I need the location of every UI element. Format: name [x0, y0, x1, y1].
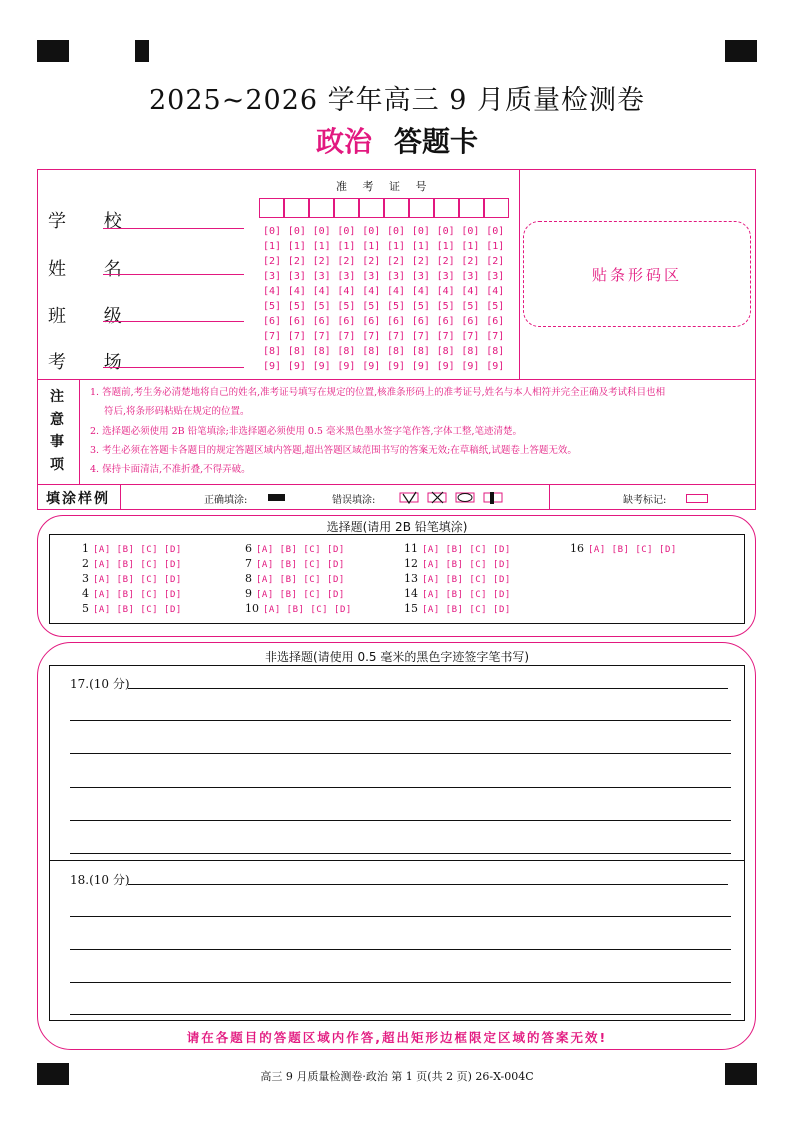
timing-mark-top-middle — [135, 40, 149, 62]
ticket-digit-bubble[interactable]: [2] — [486, 256, 505, 267]
ticket-digit-bubble[interactable]: [4] — [387, 286, 406, 297]
ticket-digit-bubble[interactable]: [7] — [486, 331, 505, 342]
question-number: 4 — [82, 587, 89, 600]
answer-options[interactable]: [A] [B] [C] [D] — [422, 605, 511, 615]
circle-mark-icon — [458, 494, 472, 502]
ticket-digit-bubble[interactable]: [5] — [387, 301, 406, 312]
question-number: 11 — [404, 542, 418, 555]
ticket-digit-bubble[interactable]: [0] — [362, 226, 381, 237]
ticket-header: 准 考 证 号 — [336, 180, 433, 193]
choice-question — [82, 602, 182, 615]
page-title: 2025~2026 学年高三 9 月质量检测卷 — [149, 85, 645, 116]
ticket-digit-bubble[interactable]: [8] — [387, 346, 406, 357]
ticket-digit-bubble[interactable]: [2] — [263, 256, 282, 267]
question-number: 2 — [82, 557, 89, 570]
answer-line[interactable] — [70, 820, 731, 821]
question-number: 5 — [82, 602, 89, 615]
answer-line[interactable] — [70, 949, 731, 950]
ticket-digit-bubble[interactable]: [8] — [312, 346, 331, 357]
ticket-digit-bubble[interactable]: [2] — [461, 256, 480, 267]
choice-question — [404, 542, 511, 555]
ticket-digit-bubble[interactable]: [0] — [287, 226, 306, 237]
ticket-digit-bubble[interactable]: [7] — [263, 331, 282, 342]
notice-char: 注 — [50, 389, 64, 405]
question-number: 8 — [245, 572, 252, 585]
ticket-digit-bubble[interactable]: [9] — [362, 361, 381, 372]
name-field[interactable] — [103, 258, 244, 275]
ticket-cell[interactable] — [284, 198, 309, 218]
ticket-digit-bubble[interactable]: [4] — [436, 286, 455, 297]
info-divider-h1 — [37, 379, 756, 380]
question-number: 14 — [404, 587, 418, 600]
sample-label: 填涂样例 — [46, 491, 110, 507]
ticket-digit-bubble[interactable]: [8] — [337, 346, 356, 357]
answer-line[interactable] — [70, 787, 731, 788]
ticket-digit-bubble[interactable]: [4] — [287, 286, 306, 297]
ticket-cell[interactable] — [334, 198, 359, 218]
bar-mark-icon — [490, 492, 494, 504]
question-number: 16 — [570, 542, 584, 555]
page-footer: 高三 9 月质量检测卷·政治 第 1 页(共 2 页) 26-X-004C — [260, 1070, 534, 1083]
question-number: 3 — [82, 572, 89, 585]
ticket-digit-bubble[interactable]: [6] — [362, 316, 381, 327]
ticket-digit-bubble[interactable]: [8] — [486, 346, 505, 357]
ticket-digit-bubble[interactable]: [1] — [287, 241, 306, 252]
ticket-digit-bubble[interactable]: [0] — [411, 226, 430, 237]
school-label: 学 校 — [48, 211, 138, 232]
subject-label: 政治 — [315, 125, 372, 158]
ticket-digit-bubble[interactable]: [3] — [312, 271, 331, 282]
ticket-digit-bubble[interactable]: [1] — [486, 241, 505, 252]
answer-options[interactable]: [A] [B] [C] [D] — [422, 545, 511, 555]
class-label: 班 级 — [48, 306, 138, 327]
ticket-digit-bubble[interactable]: [4] — [486, 286, 505, 297]
ticket-digit-bubble[interactable]: [2] — [387, 256, 406, 267]
ticket-digit-bubble[interactable]: [4] — [362, 286, 381, 297]
ticket-digit-bubble[interactable]: [7] — [337, 331, 356, 342]
choice-title: 选择题(请用 2B 铅笔填涂) — [326, 520, 468, 534]
ticket-digit-bubble[interactable]: [9] — [337, 361, 356, 372]
ticket-digit-bubble[interactable]: [8] — [436, 346, 455, 357]
ticket-digit-bubble[interactable]: [9] — [411, 361, 430, 372]
question-number: 12 — [404, 557, 418, 570]
ticket-digit-bubble[interactable]: [6] — [263, 316, 282, 327]
barcode-label: 贴条形码区 — [591, 266, 682, 284]
notice-char: 意 — [50, 411, 64, 428]
answer-options[interactable]: [A] [B] [C] [D] — [263, 605, 352, 615]
question-number: 9 — [245, 587, 252, 600]
answer-options[interactable]: [A] [B] [C] [D] — [256, 590, 345, 600]
ticket-digit-bubble[interactable]: [0] — [387, 226, 406, 237]
nonchoice-title: 非选择题(请使用 0.5 毫米的黑色字迹签字笔书写) — [264, 650, 530, 664]
answer-options[interactable]: [A] [B] [C] [D] — [93, 545, 182, 555]
ticket-digit-bubble[interactable]: [9] — [263, 361, 282, 372]
wrong-sample-circle — [456, 493, 474, 502]
question-17-label: 17.(10 分) — [70, 677, 130, 691]
ticket-digit-bubble[interactable]: [0] — [486, 226, 505, 237]
answer-options[interactable]: [A] [B] [C] [D] — [256, 560, 345, 570]
answer-line[interactable] — [70, 982, 731, 983]
ticket-digit-bubble[interactable]: [4] — [263, 286, 282, 297]
answer-options[interactable]: [A] [B] [C] [D] — [422, 560, 511, 570]
choice-question — [404, 602, 511, 615]
ticket-digit-bubble[interactable]: [1] — [362, 241, 381, 252]
answer-box-divider — [49, 860, 745, 861]
answer-options[interactable]: [A] [B] [C] [D] — [256, 575, 345, 585]
answer-options[interactable]: [A] [B] [C] [D] — [588, 545, 677, 555]
ticket-digit-bubble[interactable]: [1] — [436, 241, 455, 252]
ticket-digit-bubble[interactable]: [0] — [436, 226, 455, 237]
answer-options[interactable]: [A] [B] [C] [D] — [93, 590, 182, 600]
ticket-digit-bubble[interactable]: [8] — [411, 346, 430, 357]
ticket-cell[interactable] — [309, 198, 334, 218]
ticket-digit-bubble[interactable]: [1] — [411, 241, 430, 252]
ticket-digit-bubble[interactable]: [3] — [411, 271, 430, 282]
notice-char: 事 — [50, 434, 64, 450]
wrong-fill-samples — [399, 491, 509, 505]
ticket-digit-bubble[interactable]: [8] — [461, 346, 480, 357]
correct-fill-sample — [268, 494, 285, 501]
card-label: 答题卡 — [394, 125, 479, 158]
ticket-digit-bubble[interactable]: [5] — [362, 301, 381, 312]
ticket-digit-bubble[interactable]: [4] — [312, 286, 331, 297]
ticket-digit-bubble[interactable]: [4] — [411, 286, 430, 297]
ticket-digit-bubble[interactable]: [1] — [337, 241, 356, 252]
ticket-digit-bubble[interactable]: [5] — [436, 301, 455, 312]
choice-question — [245, 587, 345, 600]
ticket-digit-bubble[interactable]: [0] — [337, 226, 356, 237]
question-number: 13 — [404, 572, 418, 585]
choice-question — [404, 572, 511, 585]
ticket-digit-bubble[interactable]: [6] — [337, 316, 356, 327]
room-field[interactable] — [103, 351, 244, 368]
ticket-digit-bubble[interactable]: [5] — [411, 301, 430, 312]
ticket-digit-bubble[interactable]: [8] — [287, 346, 306, 357]
timing-mark-top-right — [725, 40, 757, 62]
ticket-digit-bubble[interactable]: [9] — [486, 361, 505, 372]
ticket-digit-bubble[interactable]: [0] — [312, 226, 331, 237]
ticket-cell[interactable] — [434, 198, 459, 218]
ticket-digit-bubble[interactable]: [9] — [436, 361, 455, 372]
notice-item-3: 3. 考生必须在答题卡各题目的规定答题区域内答题,超出答题区域范围书写的答案无效;在草稿纸,试题卷上答题无效。 — [90, 445, 577, 456]
ticket-digit-bubble[interactable]: [6] — [411, 316, 430, 327]
question-number: 7 — [245, 557, 252, 570]
notice-item-1-cont: 符后,将条形码粘贴在规定的位置。 — [104, 406, 250, 417]
ticket-digit-bubble[interactable]: [8] — [263, 346, 282, 357]
answer-line[interactable] — [128, 688, 728, 689]
ticket-digit-bubble[interactable]: [1] — [387, 241, 406, 252]
ticket-cell[interactable] — [459, 198, 484, 218]
correct-fill-label: 正确填涂: — [204, 495, 248, 506]
ticket-digit-bubble[interactable]: [5] — [287, 301, 306, 312]
choice-question — [245, 572, 345, 585]
choice-question — [404, 587, 511, 600]
ticket-digit-bubble[interactable]: [6] — [387, 316, 406, 327]
ticket-digit-bubble[interactable]: [6] — [312, 316, 331, 327]
notice-divider-v — [79, 379, 80, 484]
ticket-digit-bubble[interactable]: [7] — [461, 331, 480, 342]
choice-question — [404, 557, 511, 570]
ticket-digit-bubble[interactable]: [7] — [287, 331, 306, 342]
ticket-digit-bubble[interactable]: [3] — [362, 271, 381, 282]
ticket-digit-bubble[interactable]: [5] — [486, 301, 505, 312]
ticket-digit-bubble[interactable]: [9] — [461, 361, 480, 372]
ticket-digit-bubble[interactable]: [2] — [411, 256, 430, 267]
ticket-digit-bubble[interactable]: [5] — [312, 301, 331, 312]
ticket-digit-bubble[interactable]: [7] — [362, 331, 381, 342]
ticket-digit-bubble[interactable]: [3] — [436, 271, 455, 282]
school-field[interactable] — [103, 210, 244, 229]
answer-options[interactable]: [A] [B] [C] [D] — [93, 605, 182, 615]
ticket-cell[interactable] — [484, 198, 509, 218]
ticket-digit-bubble[interactable]: [3] — [461, 271, 480, 282]
ticket-digit-bubble[interactable]: [8] — [362, 346, 381, 357]
info-divider-v1 — [519, 169, 520, 379]
answer-options[interactable]: [A] [B] [C] [D] — [93, 560, 182, 570]
answer-options[interactable]: [A] [B] [C] [D] — [93, 575, 182, 585]
notice-heading — [50, 386, 64, 476]
ticket-digit-bubble[interactable]: [4] — [461, 286, 480, 297]
answer-options[interactable]: [A] [B] [C] [D] — [422, 575, 511, 585]
ticket-digit-bubble[interactable]: [2] — [362, 256, 381, 267]
answer-line[interactable] — [128, 884, 728, 885]
answer-line[interactable] — [70, 916, 731, 917]
ticket-digit-bubble[interactable]: [7] — [411, 331, 430, 342]
ticket-digit-bubble[interactable]: [3] — [486, 271, 505, 282]
ticket-digit-bubble[interactable]: [5] — [337, 301, 356, 312]
answer-line[interactable] — [70, 753, 731, 754]
ticket-digit-bubble[interactable]: [9] — [312, 361, 331, 372]
room-label: 考 场 — [48, 352, 138, 373]
question-number: 10 — [245, 602, 259, 615]
check-mark-icon — [403, 492, 416, 503]
question-18-label: 18.(10 分) — [70, 873, 130, 887]
ticket-digit-bubble[interactable]: [7] — [387, 331, 406, 342]
question-number: 1 — [82, 542, 89, 555]
answer-line[interactable] — [70, 1014, 731, 1015]
ticket-digit-bubble[interactable]: [2] — [436, 256, 455, 267]
ticket-digit-bubble[interactable]: [4] — [337, 286, 356, 297]
notice-item-1: 1. 答题前,考生务必清楚地将自己的姓名,准考证号填写在规定的位置,核准条形码上的准考证号,姓名与本人相符并完全正确及考试科目也相 — [90, 387, 666, 398]
ticket-cell[interactable] — [409, 198, 434, 218]
sample-divider-v2 — [549, 484, 550, 510]
ticket-digit-bubble[interactable]: [2] — [337, 256, 356, 267]
sample-divider-v1 — [120, 484, 121, 510]
absent-mark-label: 缺考标记: — [623, 495, 667, 506]
absent-mark-box[interactable] — [686, 494, 708, 503]
ticket-digit-bubble[interactable]: [1] — [461, 241, 480, 252]
ticket-digit-bubble[interactable]: [5] — [263, 301, 282, 312]
ticket-cells — [259, 198, 509, 218]
ticket-digit-bubble[interactable]: [2] — [287, 256, 306, 267]
notice-item-2: 2. 选择题必须使用 2B 铅笔填涂;非选择题必须使用 0.5 毫米黑色墨水签字笔作答,字体工整,笔迹清楚。 — [90, 426, 523, 437]
question-number: 6 — [245, 542, 252, 555]
ticket-digit-bubble[interactable]: [2] — [312, 256, 331, 267]
notice-item-4: 4. 保持卡面清洁,不准折叠,不得弄破。 — [90, 464, 251, 475]
answer-line[interactable] — [70, 720, 731, 721]
answer-options[interactable]: [A] [B] [C] [D] — [422, 590, 511, 600]
cross-mark-icon — [432, 492, 443, 503]
answer-options[interactable]: [A] [B] [C] [D] — [256, 545, 345, 555]
ticket-digit-bubble[interactable]: [9] — [287, 361, 306, 372]
ticket-digit-bubble[interactable]: [3] — [337, 271, 356, 282]
ticket-digit-bubble[interactable]: [6] — [287, 316, 306, 327]
answer-line[interactable] — [70, 853, 731, 854]
choice-question — [82, 587, 182, 600]
class-field[interactable] — [103, 305, 244, 322]
choice-question — [245, 542, 345, 555]
ticket-digit-bubble[interactable]: [5] — [461, 301, 480, 312]
ticket-digit-bubble[interactable]: [9] — [387, 361, 406, 372]
ticket-digit-bubble[interactable]: [6] — [461, 316, 480, 327]
wrong-fill-label: 错误填涂: — [332, 495, 376, 506]
choice-question — [82, 557, 182, 570]
ticket-cell[interactable] — [359, 198, 384, 218]
choice-question — [245, 557, 345, 570]
choice-question — [82, 542, 182, 555]
answer-box — [49, 665, 745, 1021]
choice-question — [82, 572, 182, 585]
notice-char: 项 — [50, 456, 64, 473]
ticket-cell[interactable] — [384, 198, 409, 218]
info-divider-h2 — [37, 484, 756, 485]
warning-text: 请在各题目的答题区域内作答,超出矩形边框限定区域的答案无效! — [186, 1030, 608, 1045]
page-subtitle — [0, 120, 794, 160]
ticket-digit-bubble[interactable]: [7] — [312, 331, 331, 342]
ticket-digit-bubble[interactable]: [1] — [312, 241, 331, 252]
choice-question — [245, 602, 352, 615]
ticket-digit-bubble[interactable]: [0] — [461, 226, 480, 237]
ticket-digit-bubble[interactable]: [6] — [436, 316, 455, 327]
timing-mark-top-left — [37, 40, 69, 62]
choice-question — [570, 542, 677, 555]
ticket-digit-bubble[interactable]: [3] — [263, 271, 282, 282]
ticket-digit-bubble[interactable]: [6] — [486, 316, 505, 327]
name-label: 姓 名 — [48, 259, 138, 280]
ticket-digit-bubble[interactable]: [3] — [387, 271, 406, 282]
ticket-cell[interactable] — [259, 198, 284, 218]
ticket-digit-bubble[interactable]: [0] — [263, 226, 282, 237]
ticket-digit-bubble[interactable]: [1] — [263, 241, 282, 252]
question-number: 15 — [404, 602, 418, 615]
ticket-digit-bubble[interactable]: [3] — [287, 271, 306, 282]
ticket-digit-bubble[interactable]: [7] — [436, 331, 455, 342]
